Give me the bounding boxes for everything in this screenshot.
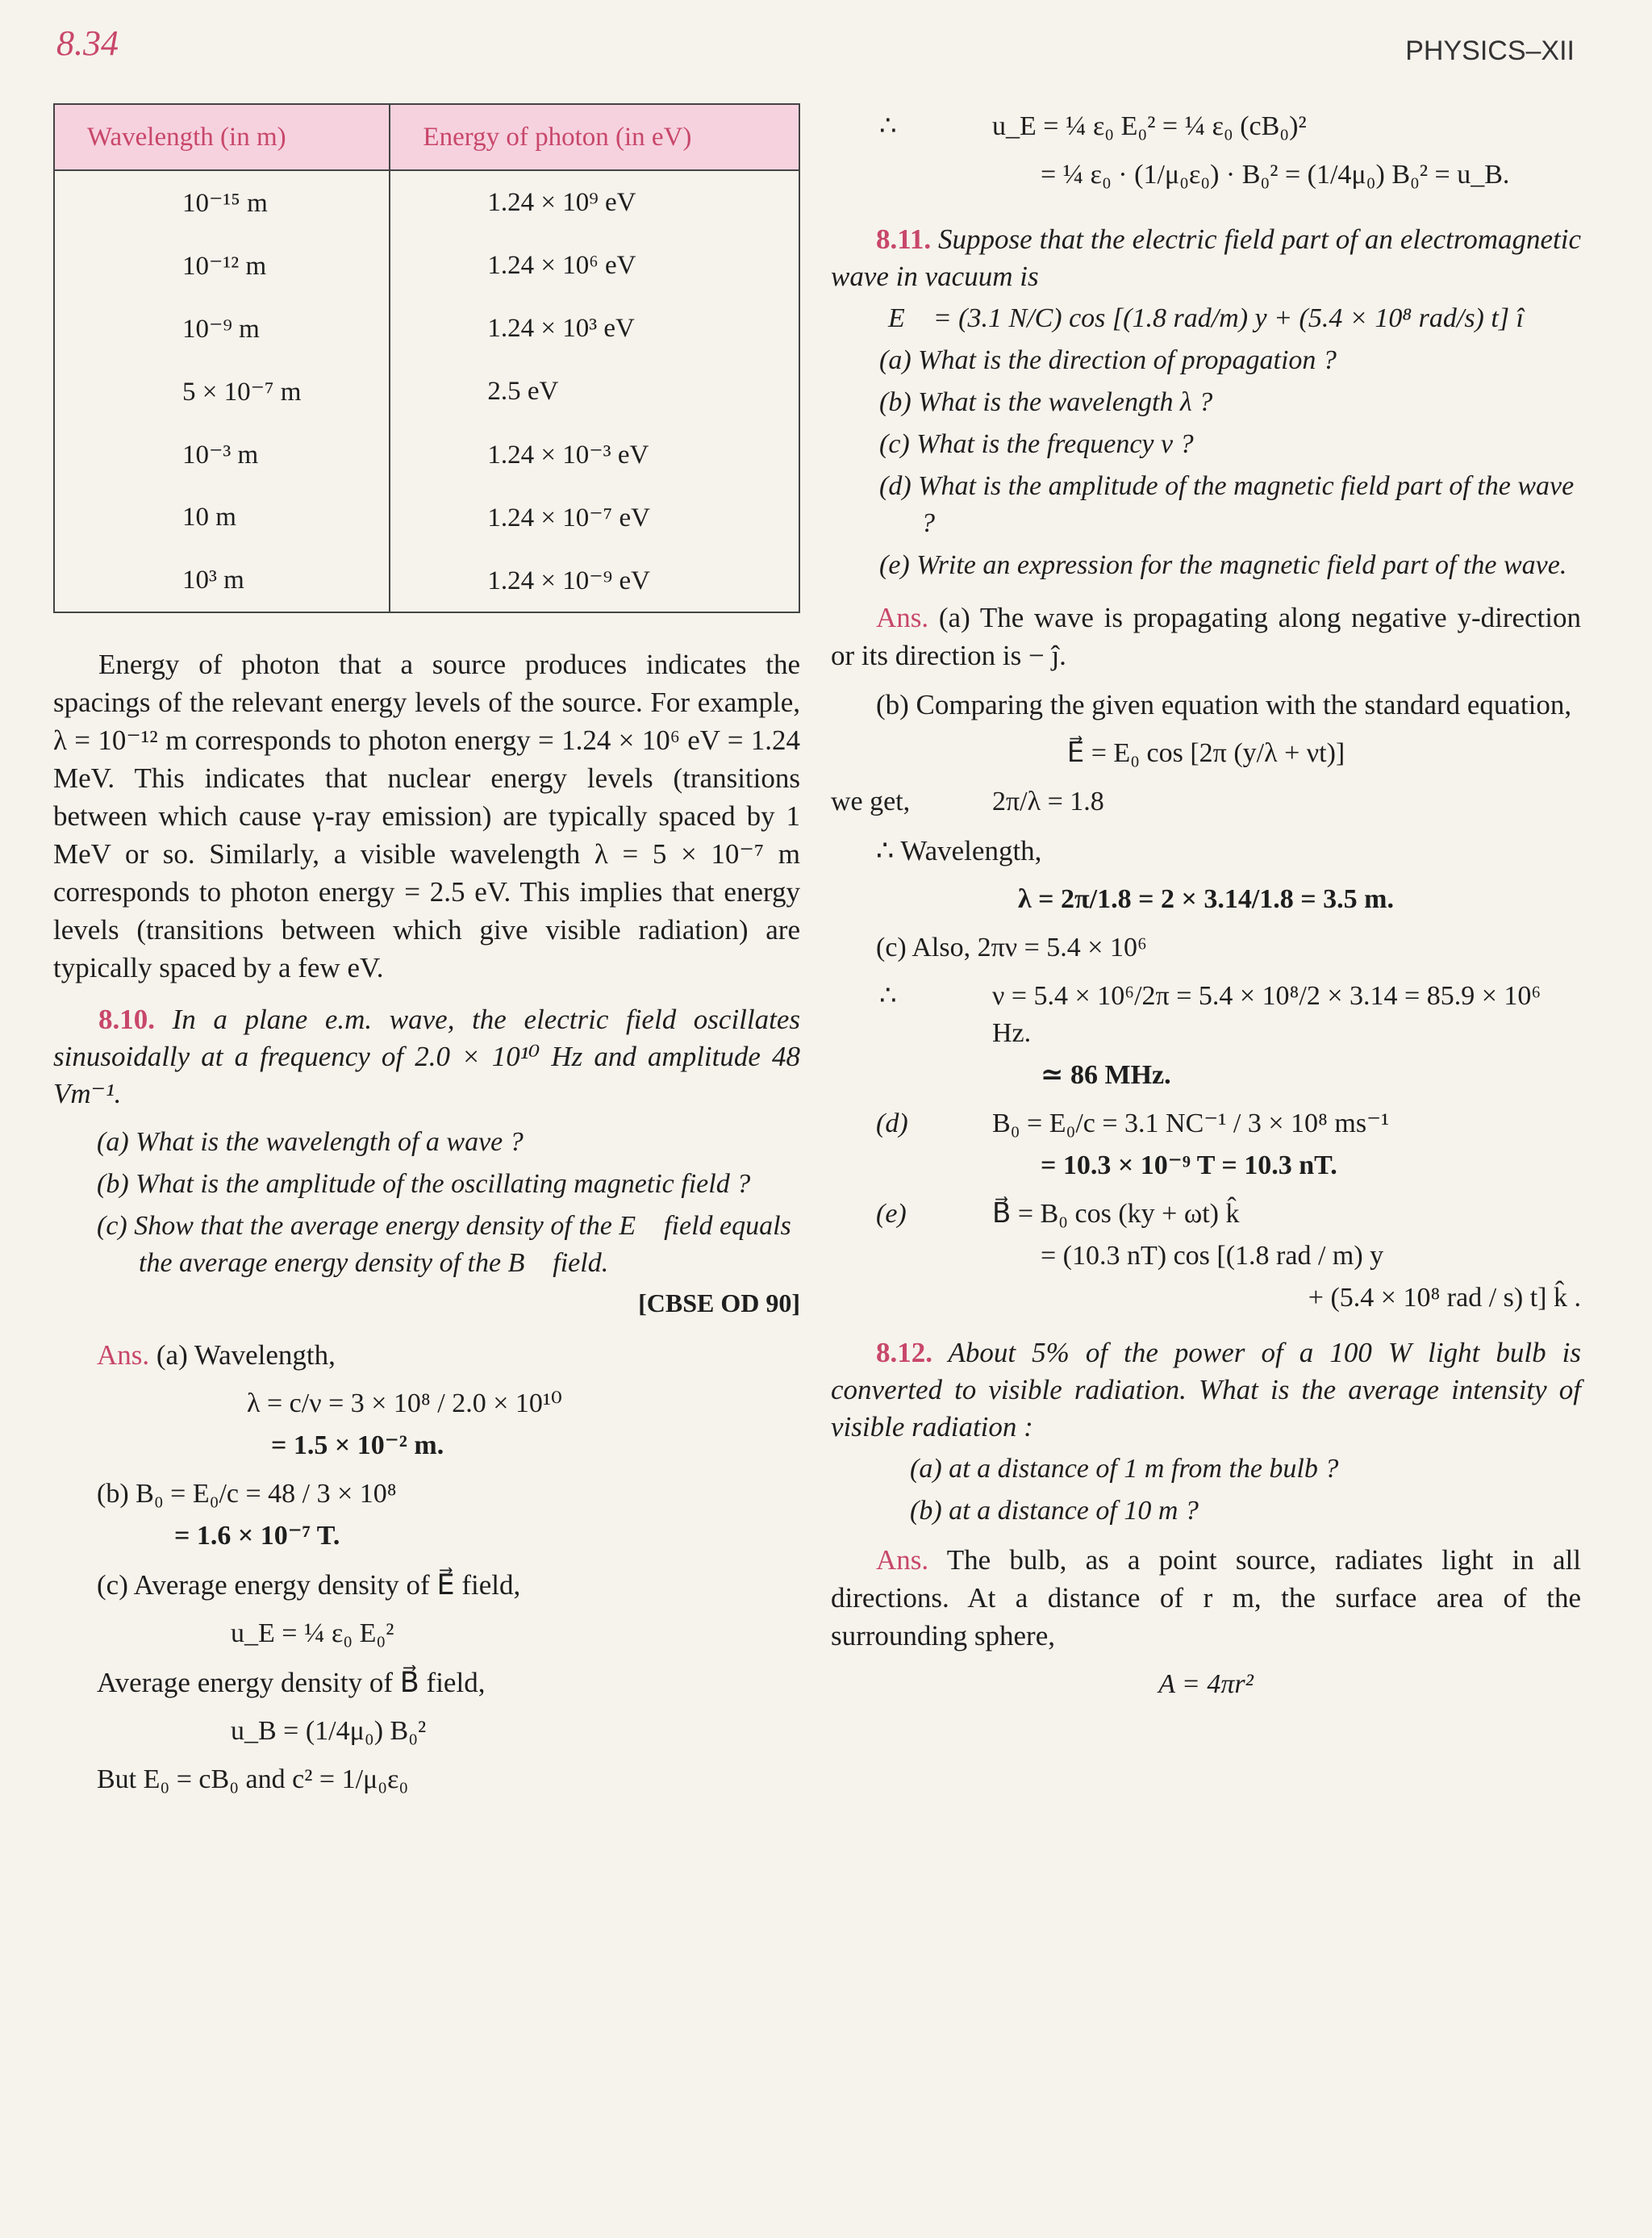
equation-ue: u_E = ¼ ε₀ E₀² [231, 1618, 394, 1648]
question-part-c: (c) What is the frequency ν ? [879, 429, 1194, 459]
question-text: Suppose that the electric field part of an electromagnetic wave in vacuum is [831, 223, 1582, 292]
answer-label: Ans. [97, 1339, 150, 1371]
equation-frequency [831, 978, 1581, 1052]
question-number: 8.11. [876, 223, 932, 255]
answer-text: (a) Wavelength, [156, 1339, 336, 1371]
question-text: About 5% of the power of a 100 W light bulb is converted to visible radiation. What is the average intensity of visible radiation : [831, 1337, 1581, 1443]
question-part-a: (a) What is the wavelength of a wave ? [97, 1127, 524, 1157]
table-cell: 10 m [54, 486, 390, 549]
equation-magnetic-field [831, 1196, 1581, 1233]
question-part-a: (a) What is the direction of propagation ? [879, 345, 1337, 375]
equation-frequency-mhz: ≃ 86 MHz. [1041, 1060, 1171, 1090]
page-number: 8.34 [56, 23, 119, 63]
table-row [54, 423, 799, 486]
question-number: 8.10. [98, 1004, 155, 1035]
question-8-12 [831, 1334, 1581, 1446]
equation-ue-expand [831, 108, 1581, 145]
equation-b0: (b) B₀ = E₀/c = 48 / 3 × 10⁸ [97, 1479, 397, 1509]
answer-8-11-b: (b) Comparing the given equation with the standard equation, [876, 689, 1572, 720]
wavelength-label: ∴ Wavelength, [876, 835, 1042, 866]
question-part-c: (c) Show that the average energy density of the E⃗ field equals the average energy density of the B⃗ field. [97, 1211, 791, 1278]
question-number: 8.12. [876, 1337, 932, 1368]
table-cell: 2.5 eV [390, 360, 799, 423]
equation-two-pi-lambda [831, 783, 1581, 820]
answer-8-12 [831, 1541, 1581, 1655]
question-8-11 [831, 221, 1581, 295]
table-row [54, 360, 799, 423]
table-cell: 1.24 × 10⁻⁹ eV [390, 549, 799, 612]
energy-density-b-label: Average energy density of B⃗ field, [97, 1667, 486, 1698]
running-head: PHYSICS–XII [1405, 35, 1575, 66]
answer-8-11-a [831, 599, 1581, 674]
question-part-a: (a) at a distance of 1 m from the bulb ? [910, 1454, 1339, 1484]
question-part-b: (b) What is the amplitude of the oscillating magnetic field ? [97, 1169, 751, 1199]
therefore-symbol: ∴ [879, 981, 897, 1011]
table-cell: 10³ m [54, 549, 390, 612]
equation-magnetic-field-3: + (5.4 × 10⁸ rad / s) t] k̂ . [1308, 1283, 1581, 1313]
equation-text: 2π/λ = 1.8 [992, 787, 1104, 816]
equation-text: B₀ = E₀/c = 3.1 NC⁻¹ / 3 × 10⁸ ms⁻¹ [992, 1109, 1390, 1138]
exam-reference: [CBSE OD 90] [638, 1288, 800, 1317]
equation-text: u_E = ¼ ε₀ E₀² = ¼ ε₀ (cB₀)² [992, 111, 1307, 141]
table-cell: 1.24 × 10³ eV [390, 297, 799, 360]
equation-magnetic-field-2: = (10.3 nT) cos [(1.8 rad / m) y [1041, 1241, 1384, 1271]
answer-text: (a) The wave is propagating along negative y-direction or its direction is − ĵ. [831, 602, 1581, 671]
question-text: In a plane e.m. wave, the electric field oscillates sinusoidally at a frequency of 2.0 × 10¹⁰ Hz and amplitude 48 Vm⁻¹. [53, 1004, 801, 1109]
question-part-e: (e) Write an expression for the magnetic field part of the wave. [879, 550, 1567, 580]
left-column [53, 103, 800, 1803]
answer-text: The bulb, as a point source, radiates light in all directions. At a distance of r m, the surface area of the surrounding sphere, [831, 1544, 1581, 1651]
equation-b0-result: = 10.3 × 10⁻⁹ T = 10.3 nT. [1041, 1150, 1337, 1180]
table-cell: 10⁻³ m [54, 423, 390, 486]
equation-ue-equals-ub: = ¼ ε₀ · (1/μ₀ε₀) · B₀² = (1/4μ₀) B₀² = u_B. [1041, 160, 1510, 190]
right-column [831, 103, 1581, 1708]
equation-standard: E⃗ = E₀ cos [2π (y/λ + νt)] [1066, 738, 1345, 768]
answer-part-d: (d) [876, 1109, 908, 1138]
table-cell: 5 × 10⁻⁷ m [54, 360, 390, 423]
table-cell: 10⁻¹⁵ m [54, 170, 390, 234]
table-header-wavelength: Wavelength (in m) [54, 104, 390, 170]
question-part-d: (d) What is the amplitude of the magnetic field part of the wave ? [879, 471, 1575, 538]
equation-b0 [831, 1105, 1581, 1142]
table-row [54, 486, 799, 549]
equation-lambda-result: = 1.5 × 10⁻² m. [271, 1430, 444, 1460]
equation-lambda: λ = c/ν = 3 × 10⁸ / 2.0 × 10¹⁰ [247, 1388, 562, 1418]
equation-surface-area: A = 4πr² [1158, 1669, 1254, 1699]
equation-relations: But E₀ = cB₀ and c² = 1/μ₀ε₀ [97, 1764, 409, 1794]
equation-ub: u_B = (1/4μ₀) B₀² [231, 1716, 427, 1746]
question-part-b: (b) What is the wavelength λ ? [879, 387, 1213, 417]
table-cell: 1.24 × 10⁹ eV [390, 170, 799, 234]
answer-part-e: (e) [876, 1199, 907, 1229]
therefore-symbol: ∴ [879, 111, 897, 141]
equation-electric-field: E⃗ = (3.1 N/C) cos [(1.8 rad/m) y + (5.4 × 10⁸ rad/s) t] î [887, 303, 1524, 333]
answer-8-11-c: (c) Also, 2πν = 5.4 × 10⁶ [876, 933, 1147, 962]
table-header-energy: Energy of photon (in eV) [390, 104, 799, 170]
answer-label: Ans. [876, 1544, 929, 1576]
photon-energy-paragraph: Energy of photon that a source produces indicates the spacings of the relevant energy levels of the source. For example, λ = 10⁻¹² m corresponds to photon energy = 1.24 × 10⁶ eV = 1.24 MeV. This indicates that nuclear energy levels (transitions between which cause γ-ray emission) are typically spaced by 1 MeV or so. Similarly, a visible wavelength λ = 5 × 10⁻⁷ m corresponds to photon energy = 2.5 eV. This implies that energy levels (transitions between which give visible radiation) are typically spaced by a few eV. [53, 649, 800, 983]
equation-text: ν = 5.4 × 10⁶/2π = 5.4 × 10⁸/2 × 3.14 = 85.9 × 10⁶ Hz. [992, 981, 1541, 1048]
table-cell: 1.24 × 10⁶ eV [390, 234, 799, 297]
table-row [54, 234, 799, 297]
question-part-b: (b) at a distance of 10 m ? [910, 1496, 1199, 1526]
energy-density-e-label: (c) Average energy density of E⃗ field, [97, 1569, 521, 1601]
answer-label: Ans. [876, 602, 929, 633]
table-cell: 1.24 × 10⁻⁷ eV [390, 486, 799, 549]
answer-8-10-a [53, 1336, 800, 1374]
equation-wavelength: λ = 2π/1.8 = 2 × 3.14/1.8 = 3.5 m. [1017, 884, 1395, 914]
we-get-label: we get, [831, 787, 911, 816]
equation-text: B⃗ = B₀ cos (ky + ωt) k̂ [992, 1199, 1240, 1229]
table-row [54, 549, 799, 612]
table-cell: 1.24 × 10⁻³ eV [390, 423, 799, 486]
table-row [54, 170, 799, 234]
table-row [54, 297, 799, 360]
equation-b0-result: = 1.6 × 10⁻⁷ T. [174, 1521, 340, 1551]
table-cell: 10⁻¹² m [54, 234, 390, 297]
wavelength-energy-table [53, 103, 800, 613]
question-8-10 [53, 1001, 800, 1113]
table-cell: 10⁻⁹ m [54, 297, 390, 360]
